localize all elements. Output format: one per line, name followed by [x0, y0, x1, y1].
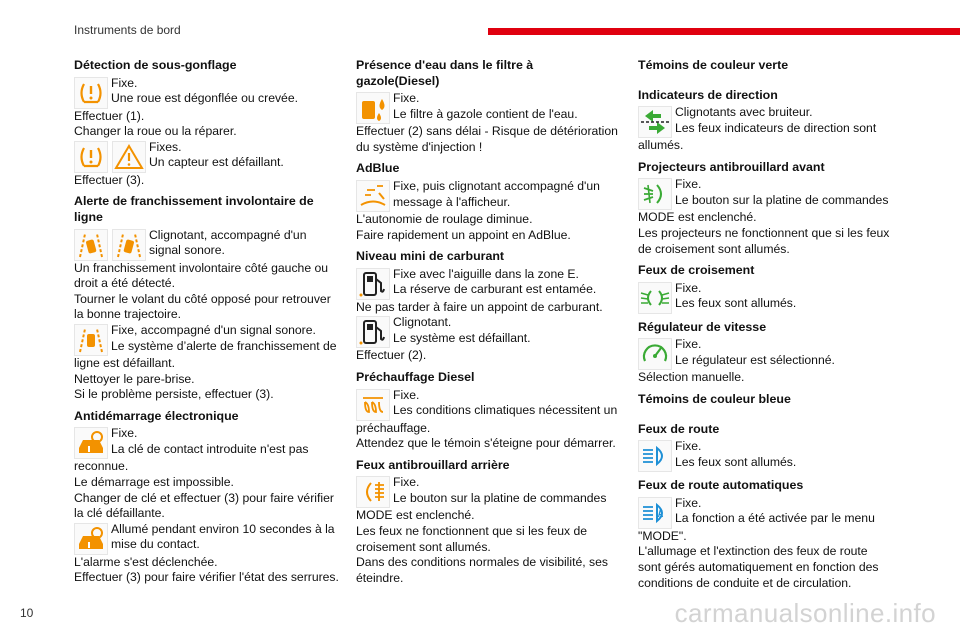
text: "MODE". — [638, 528, 687, 543]
cruise-control-icon — [638, 338, 672, 370]
text: Effectuer (3) pour faire vérifier l'état des serrures. — [74, 570, 339, 585]
page-number: 10 — [20, 606, 34, 620]
heading-prechauffage: Préchauffage Diesel — [356, 369, 475, 384]
text: L'autonomie de roulage diminue. — [356, 211, 533, 226]
auto-main-beam-icon — [638, 497, 672, 529]
heading-temoins-verte: Témoins de couleur verte — [638, 58, 789, 72]
water-in-fuel-icon — [356, 92, 390, 124]
text: Un capteur est défaillant. — [149, 155, 284, 170]
turn-signal-icon — [638, 106, 672, 138]
text: Un franchissement involontaire côté gauche ou — [74, 260, 329, 275]
text: Le système est défaillant. — [393, 330, 531, 345]
text: signal sonore. — [149, 243, 225, 258]
text: Fixe. — [111, 75, 138, 90]
text: Faire rapidement un appoint en AdBlue. — [356, 227, 571, 242]
watermark: carmanualsonline.info — [674, 598, 936, 628]
text: Attendez que le témoin s'éteigne pour démarrer. — [356, 436, 616, 451]
lane-departure-right-icon — [112, 229, 146, 261]
text: Le système d’alerte de franchissement de — [111, 338, 337, 353]
column-3 — [638, 58, 903, 591]
text: mise du contact. — [111, 537, 200, 552]
heading-line: Présence d'eau dans le filtre à — [356, 58, 534, 72]
text: Les feux indicateurs de direction sont — [675, 120, 877, 135]
text: Fixe avec l'aiguille dans la zone E. — [393, 266, 579, 281]
text: Le bouton sur la platine de commandes — [393, 490, 607, 505]
heading-feux-route-auto: Feux de route automatiques — [638, 478, 804, 493]
text: message à l'afficheur. — [393, 194, 511, 209]
main-beam-icon — [638, 440, 672, 472]
entry-indicateurs — [638, 105, 903, 138]
text: reconnue. — [74, 459, 129, 474]
text: La clé de contact introduite n'est pas — [111, 441, 309, 456]
header-accent-bar — [488, 28, 960, 35]
text: Fixe. — [393, 475, 420, 490]
heading-adblue: AdBlue — [356, 161, 400, 176]
entry-franchissement-2 — [74, 323, 339, 356]
text: Fixe. — [393, 387, 420, 402]
heading-antidemarrage: Antidémarrage électronique — [74, 408, 239, 423]
text: conditions de conduite et de circulation. — [638, 575, 852, 590]
text: Si le problème persiste, effectuer (3). — [74, 387, 274, 402]
text: Fixe. — [111, 426, 138, 441]
text: Fixe. — [675, 280, 702, 295]
adblue-icon — [356, 180, 390, 212]
rear-fog-light-icon — [356, 476, 390, 508]
text: Nettoyer le pare-brise. — [74, 371, 195, 386]
text: Fixes. — [149, 139, 182, 154]
heading-indicateurs: Indicateurs de direction — [638, 87, 778, 102]
text: croisement sont allumés. — [356, 539, 491, 554]
warning-triangle-icon — [112, 141, 146, 173]
immobiliser-key-icon — [74, 523, 108, 555]
text: du système d'injection ! — [356, 139, 483, 154]
text: L'allumage et l'extinction des feux de route — [638, 544, 868, 559]
heading-regulateur: Régulateur de vitesse — [638, 319, 767, 334]
heading-franchissement: Alerte de franchissement involontaire de ligne — [74, 194, 314, 224]
entry-sous-gonflage-2 — [74, 140, 339, 173]
entry-antibrouillard-arriere — [356, 475, 621, 508]
text: de croisement sont allumés. — [638, 241, 790, 256]
tyre-pressure-icon — [74, 77, 108, 109]
text: Le filtre à gazole contient de l'eau. — [393, 106, 578, 121]
text: éteindre. — [356, 570, 404, 585]
entry-feux-route-auto — [638, 496, 903, 529]
text: Effectuer (1). — [74, 108, 145, 123]
text: sont gérés automatiquement en fonction des — [638, 559, 879, 574]
heading-feux-route: Feux de route — [638, 421, 720, 436]
text: Allumé pendant environ 10 secondes à la — [111, 521, 335, 536]
heading-feux-croisement: Feux de croisement — [638, 263, 755, 278]
text: droit a été détecté. — [74, 276, 175, 291]
text: Les projecteurs ne fonctionnent que si les feux — [638, 225, 890, 240]
entry-franchissement-1 — [74, 228, 339, 261]
entry-carburant-1 — [356, 267, 621, 300]
text: Les feux sont allumés. — [675, 454, 797, 469]
text: Les feux ne fonctionnent que si les feux de — [356, 523, 588, 538]
text: Fixe, puis clignotant accompagné d'un — [393, 178, 600, 193]
immobiliser-key-icon — [74, 427, 108, 459]
text: Les conditions climatiques nécessitent un — [393, 403, 618, 418]
text: allumés. — [638, 138, 684, 153]
text: Effectuer (2). — [356, 348, 427, 363]
text: Fixe. — [675, 439, 702, 454]
entry-regulateur — [638, 337, 903, 370]
text: Clignotant, accompagné d'un — [149, 227, 307, 242]
text: Effectuer (3). — [74, 172, 145, 187]
text: Fixe. — [675, 177, 702, 192]
text: Effectuer (2) sans délai - Risque de détérioration — [356, 124, 618, 139]
entry-feux-route — [638, 439, 903, 472]
heading-sous-gonflage: Détection de sous-gonflage — [74, 58, 237, 72]
text: La réserve de carburant est entamée. — [393, 282, 597, 297]
text: Tourner le volant du côté opposé pour retrouver — [74, 291, 331, 306]
entry-feux-croisement — [638, 281, 903, 314]
entry-prechauffage — [356, 388, 621, 421]
lane-departure-fault-icon — [74, 324, 108, 356]
entry-antidemarrage-2 — [74, 522, 339, 555]
column-2 — [356, 58, 621, 586]
entry-projecteurs-antibrouillard — [638, 177, 903, 210]
entry-adblue — [356, 179, 621, 212]
text: Le régulateur est sélectionné. — [675, 352, 835, 367]
text: Changer de clé et effectuer (3) pour faire vérifier — [74, 490, 334, 505]
text: Les feux sont allumés. — [675, 296, 797, 311]
heading-projecteurs-antibrouillard: Projecteurs antibrouillard avant — [638, 159, 825, 174]
dipped-beam-icon — [638, 282, 672, 314]
text: Fixe, accompagné d'un signal sonore. — [111, 322, 316, 337]
text: Clignotant. — [393, 315, 452, 330]
text: Ne pas tarder à faire un appoint de carburant. — [356, 299, 603, 314]
glow-plug-icon — [356, 389, 390, 421]
text: Fixe. — [393, 91, 420, 106]
text: Le démarrage est impossible. — [74, 474, 234, 489]
tyre-pressure-icon — [74, 141, 108, 173]
entry-antidemarrage-1 — [74, 426, 339, 459]
text: Le bouton sur la platine de commandes — [675, 192, 889, 207]
entry-eau-filtre — [356, 91, 621, 124]
text: MODE est enclenché. — [638, 210, 757, 225]
text: Clignotants avec bruiteur. — [675, 105, 813, 120]
entry-sous-gonflage-1 — [74, 76, 339, 109]
text: Dans des conditions normales de visibilité, ses — [356, 555, 608, 570]
text: la clé défaillante. — [74, 506, 165, 521]
entry-carburant-2 — [356, 315, 621, 348]
text: Une roue est dégonflée ou crevée. — [111, 91, 299, 106]
text: la bonne trajectoire. — [74, 307, 182, 322]
fuel-pump-icon — [356, 268, 390, 300]
text: MODE est enclenché. — [356, 508, 475, 523]
heading-antibrouillard-arriere: Feux antibrouillard arrière — [356, 457, 510, 472]
text: Sélection manuelle. — [638, 370, 745, 385]
heading-line: gazole(Diesel) — [356, 73, 440, 88]
text: Changer la roue ou la réparer. — [74, 124, 237, 139]
fuel-pump-icon — [356, 316, 390, 348]
text: La fonction a été activée par le menu — [675, 511, 875, 526]
column-1 — [74, 58, 339, 586]
text: Fixe. — [675, 495, 702, 510]
lane-departure-left-icon — [74, 229, 108, 261]
text: Fixe. — [675, 337, 702, 352]
front-fog-light-icon — [638, 178, 672, 210]
text: ligne est défaillant. — [74, 355, 175, 370]
heading-eau-filtre — [356, 58, 621, 89]
running-header: Instruments de bord — [74, 23, 181, 37]
heading-temoins-bleue: Témoins de couleur bleue — [638, 391, 791, 406]
text: L'alarme s'est déclenchée. — [74, 554, 218, 569]
heading-carburant: Niveau mini de carburant — [356, 249, 505, 264]
text: préchauffage. — [356, 420, 431, 435]
